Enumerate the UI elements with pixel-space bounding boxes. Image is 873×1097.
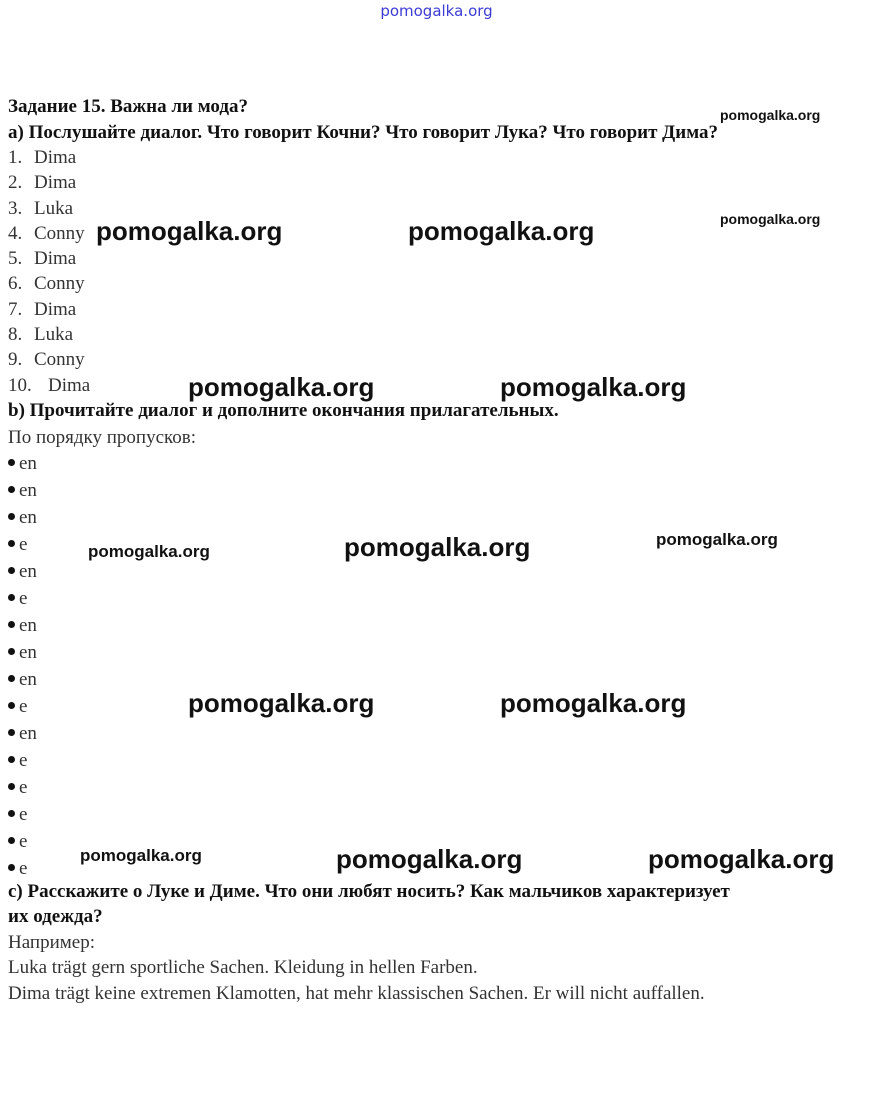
- list-item: e: [8, 696, 37, 723]
- bullet-icon: [8, 864, 15, 871]
- bullet-icon: [8, 594, 15, 601]
- watermark: pomogalka.org: [720, 211, 821, 227]
- list-item: 5. Dima: [8, 248, 77, 270]
- section-c-heading-cont: их одежда?: [8, 906, 103, 927]
- watermark: pomogalka.org: [500, 688, 687, 718]
- bullet-icon: [8, 702, 15, 709]
- list-item: e: [8, 750, 37, 777]
- bullet-icon: [8, 783, 15, 790]
- watermark: pomogalka.org: [656, 530, 778, 549]
- example-label: Например:: [8, 932, 95, 953]
- list-item: en: [8, 723, 37, 750]
- watermark: pomogalka.org: [88, 542, 210, 561]
- bullet-icon: [8, 459, 15, 466]
- list-item: 4. Conny: [8, 222, 85, 244]
- section-b-heading: b) Прочитайте диалог и дополните окончания прилагательных.: [8, 400, 559, 421]
- list-item: 7. Dima: [8, 298, 77, 320]
- page-title: Задание 15. Важна ли мода?: [8, 96, 248, 117]
- list-item: en: [8, 561, 37, 588]
- bullet-icon: [8, 837, 15, 844]
- bullet-icon: [8, 675, 15, 682]
- bullet-icon: [8, 756, 15, 763]
- list-item: en: [8, 642, 37, 669]
- watermark: pomogalka.org: [344, 532, 531, 562]
- list-item: e: [8, 534, 37, 561]
- section-a-heading: а) Послушайте диалог. Что говорит Кочни? Что говорит Лука? Что говорит Дима?: [8, 122, 719, 143]
- answer-list-a: [8, 147, 90, 400]
- watermark: pomogalka.org: [408, 216, 595, 246]
- watermark: pomogalka.org: [336, 844, 523, 874]
- list-item: e: [8, 777, 37, 804]
- list-item: e: [8, 804, 37, 831]
- list-item: 3. Luka: [8, 197, 74, 219]
- list-item: 1. Dima: [8, 147, 77, 168]
- watermark: pomogalka.org: [720, 107, 821, 123]
- list-item: e: [8, 858, 37, 885]
- bullet-icon: [8, 621, 15, 628]
- list-item: 9. Conny: [8, 349, 85, 371]
- list-item: en: [8, 507, 37, 534]
- list-item: e: [8, 588, 37, 615]
- example-line-luka: Luka trägt gern sportliche Sachen. Kleidung in hellen Farben.: [8, 957, 478, 978]
- list-item: e: [8, 831, 37, 858]
- bullet-icon: [8, 810, 15, 817]
- list-item: en: [8, 669, 37, 696]
- list-item: 10. Dima: [8, 374, 91, 396]
- watermark: pomogalka.org: [648, 844, 835, 874]
- section-c-heading: c) Расскажите о Луке и Диме. Что они любят носить? Как мальчиков характеризует: [8, 881, 730, 902]
- answer-list-b: [8, 453, 37, 885]
- example-line-dima: Dima trägt keine extremen Klamotten, hat mehr klassischen Sachen. Er will nicht auffallen.: [8, 983, 705, 1004]
- header-watermark: pomogalka.org: [380, 2, 493, 20]
- bullet-icon: [8, 513, 15, 520]
- bullet-icon: [8, 648, 15, 655]
- bullet-icon: [8, 540, 15, 547]
- list-item: 8. Luka: [8, 324, 74, 346]
- bullet-icon: [8, 567, 15, 574]
- watermark: pomogalka.org: [500, 372, 687, 402]
- watermark: pomogalka.org: [188, 372, 375, 402]
- list-item: 6. Conny: [8, 273, 85, 295]
- bullet-icon: [8, 486, 15, 493]
- list-item: en: [8, 453, 37, 480]
- section-b-intro: По порядку пропусков:: [8, 427, 197, 448]
- bullet-icon: [8, 729, 15, 736]
- list-item: en: [8, 615, 37, 642]
- watermark: pomogalka.org: [80, 846, 202, 865]
- watermark: pomogalka.org: [188, 688, 375, 718]
- list-item: en: [8, 480, 37, 507]
- list-item: 2. Dima: [8, 172, 77, 194]
- watermark: pomogalka.org: [96, 216, 283, 246]
